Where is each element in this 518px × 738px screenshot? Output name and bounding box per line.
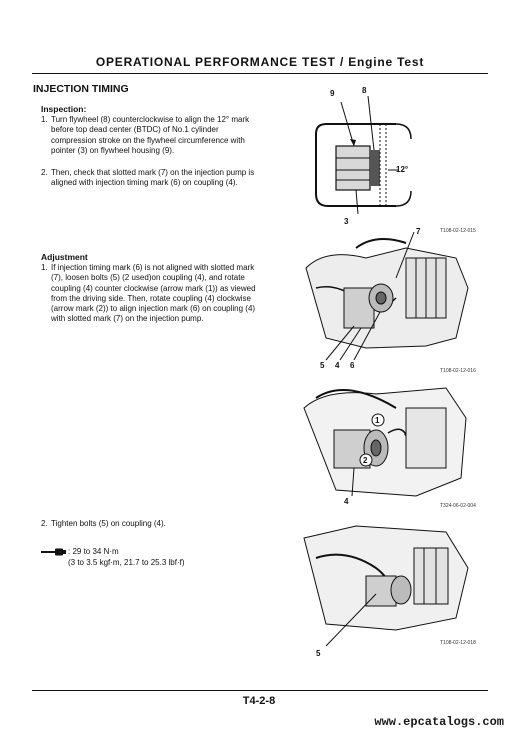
inspection-heading: Inspection:: [41, 104, 87, 114]
callout-label: 4: [344, 497, 349, 506]
header-rule: [32, 73, 488, 74]
step-text: Then, check that slotted mark (7) on the injection pump is aligned with injection timing mark (6) on coupling (4).: [51, 168, 255, 188]
step-number: 2.: [41, 168, 48, 177]
figure-ref: T108-02-12-018: [440, 640, 476, 646]
flywheel-figure: [296, 84, 476, 232]
step-number: 1.: [41, 115, 48, 124]
inspection-step-1: [41, 115, 266, 156]
page-header-title: OPERATIONAL PERFORMANCE TEST / Engine Test: [95, 55, 425, 69]
step-number: 1.: [41, 263, 48, 272]
callout-label: 2: [363, 456, 368, 465]
callout-label: 7: [416, 228, 421, 236]
callout-label: 12°: [396, 165, 409, 174]
figure-ref: T324-06-02-004: [440, 503, 476, 509]
page-number: T4-2-8: [242, 695, 276, 707]
torque-spec: [68, 546, 268, 568]
callout-label: 5: [316, 649, 321, 658]
adjustment-heading: Adjustment: [41, 252, 88, 262]
inspection-step-2: [41, 168, 266, 189]
section-title: INJECTION TIMING: [33, 83, 129, 95]
step-text: Turn flywheel (8) counterclockwise to align the 12° mark before top dead center (BTDC) of No.1 cylinder compression stroke on the flywheel circumference with pointer (3) on flywheel housing (9).: [51, 115, 250, 155]
tighten-bolts-figure: [296, 518, 476, 660]
callout-label: 1: [375, 416, 380, 425]
callout-label: 9: [330, 89, 335, 98]
step-number: 2.: [41, 519, 48, 528]
callout-label: 6: [350, 361, 355, 368]
footer-rule: [32, 690, 488, 691]
step-text: If injection timing mark (6) is not aligned with slotted mark (7), loosen bolts (5) (2 used)on coupling (4), and rotate coupling (4) counter clockwise (arrow mark (1)) as viewed from the driving side. Then, rotate coupling (4) clockwise (arrow mark (2)) to align injection mark (6) on coupling (4) with slotted mark (7) on the injection pump.: [51, 263, 256, 324]
step-text: Tighten bolts (5) on coupling (4).: [51, 519, 166, 528]
figure-ref: T108-02-12-015: [440, 228, 476, 234]
adjustment-step-2: [41, 519, 266, 529]
callout-label: 3: [344, 217, 349, 226]
callout-label: 8: [362, 86, 367, 95]
adjustment-step-1: [41, 263, 266, 325]
coupling-rotation-figure: [296, 378, 476, 510]
figure-ref: T108-02-12-016: [440, 368, 476, 374]
website-watermark[interactable]: www.epcatalogs.com: [374, 715, 504, 729]
callout-label: 5: [320, 361, 325, 368]
torque-wrench-icon: [41, 547, 67, 557]
injection-pump-figure: [296, 228, 476, 368]
callout-label: 4: [335, 361, 340, 368]
torque-value: : 29 to 34 N·m: [68, 547, 119, 556]
torque-value-alt: (3 to 3.5 kgf·m, 21.7 to 25.3 lbf·f): [68, 558, 185, 567]
